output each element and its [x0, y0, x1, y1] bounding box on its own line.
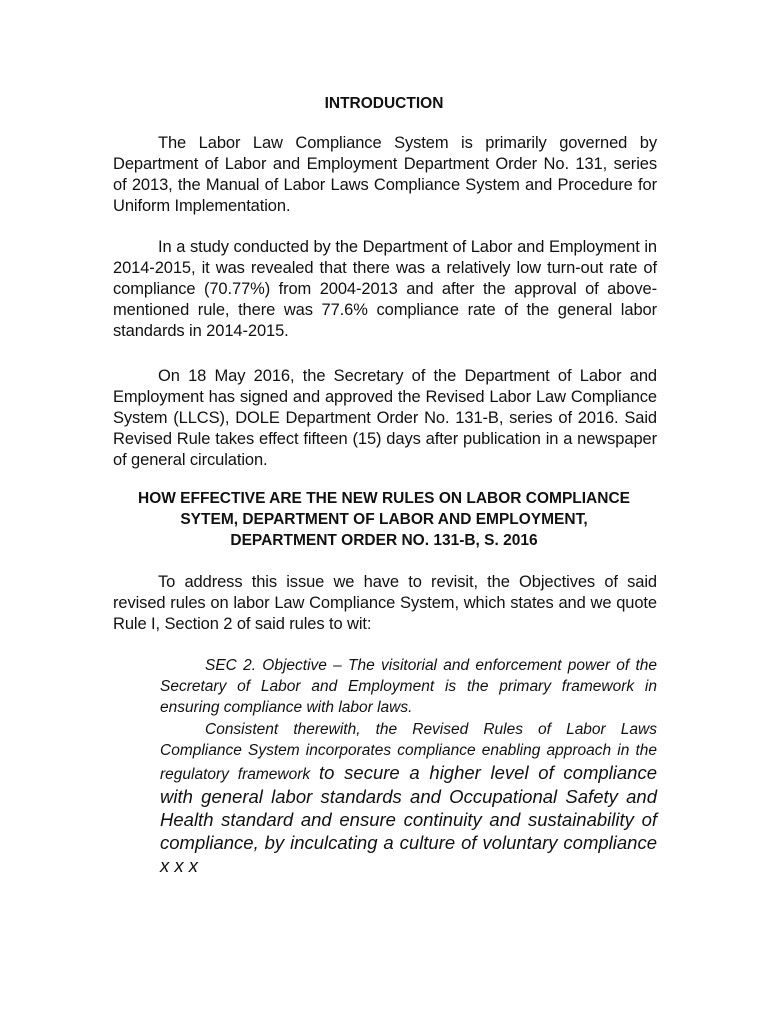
paragraph-4: To address this issue we have to revisit, the Objectives of said revised rules on labor Law Compliance System, which states and we quote Rule I, Section 2 of said rules to wit: [113, 573, 657, 633]
quote-consistent [160, 719, 657, 877]
paragraph-3: On 18 May 2016, the Secretary of the Department of Labor and Employment has signed and approved the Revised Labor Law Compliance System (LLCS), DOLE Department Order No. 131-B, series of 2016. Said Revised Rule takes effect fifteen (15) days after publication in a newspaper of general circulation. [113, 367, 657, 469]
paragraph-2: In a study conducted by the Department of Labor and Employment in 2014-2015, it was revealed that there was a relatively low turn-out rate of compliance (70.77%) from 2004-2013 and after the approval of above-mentioned rule, there was 77.6% compliance rate of the general labor standards in 2014-2015. [113, 238, 657, 340]
quote-consistent-small-text: Consistent therewith, the Revised Rules of Labor Laws Compliance System incorporates compliance enabling approach in the regulatory framework [160, 721, 657, 783]
introduction-heading: INTRODUCTION [324, 95, 444, 112]
paragraph-1: The Labor Law Compliance System is primarily governed by Department of Labor and Employment Department Order No. 131, series of 2013, the Manual of Labor Laws Compliance System and Procedure for Uniform Implementation. [113, 134, 657, 215]
quote-objective: SEC 2. Objective – The visitorial and enforcement power of the Secretary of Labor and Employment is the primary framework in ensuring compliance with labor laws. [160, 657, 657, 716]
quote-consistent-large-text: to secure a higher level of compliance with general labor standards and Occupational Safety and Health standard and ensure continuity and sustainability of compliance, by inculcating a culture of voluntary compliance x x x [160, 762, 658, 876]
quote-consistent-block [160, 719, 657, 877]
section-heading: HOW EFFECTIVE ARE THE NEW RULES ON LABOR COMPLIANCE SYTEM, DEPARTMENT OF LABOR AND EMPLOYMENT, DEPARTMENT ORDER NO. 131-B, S. 2016 [138, 490, 630, 549]
